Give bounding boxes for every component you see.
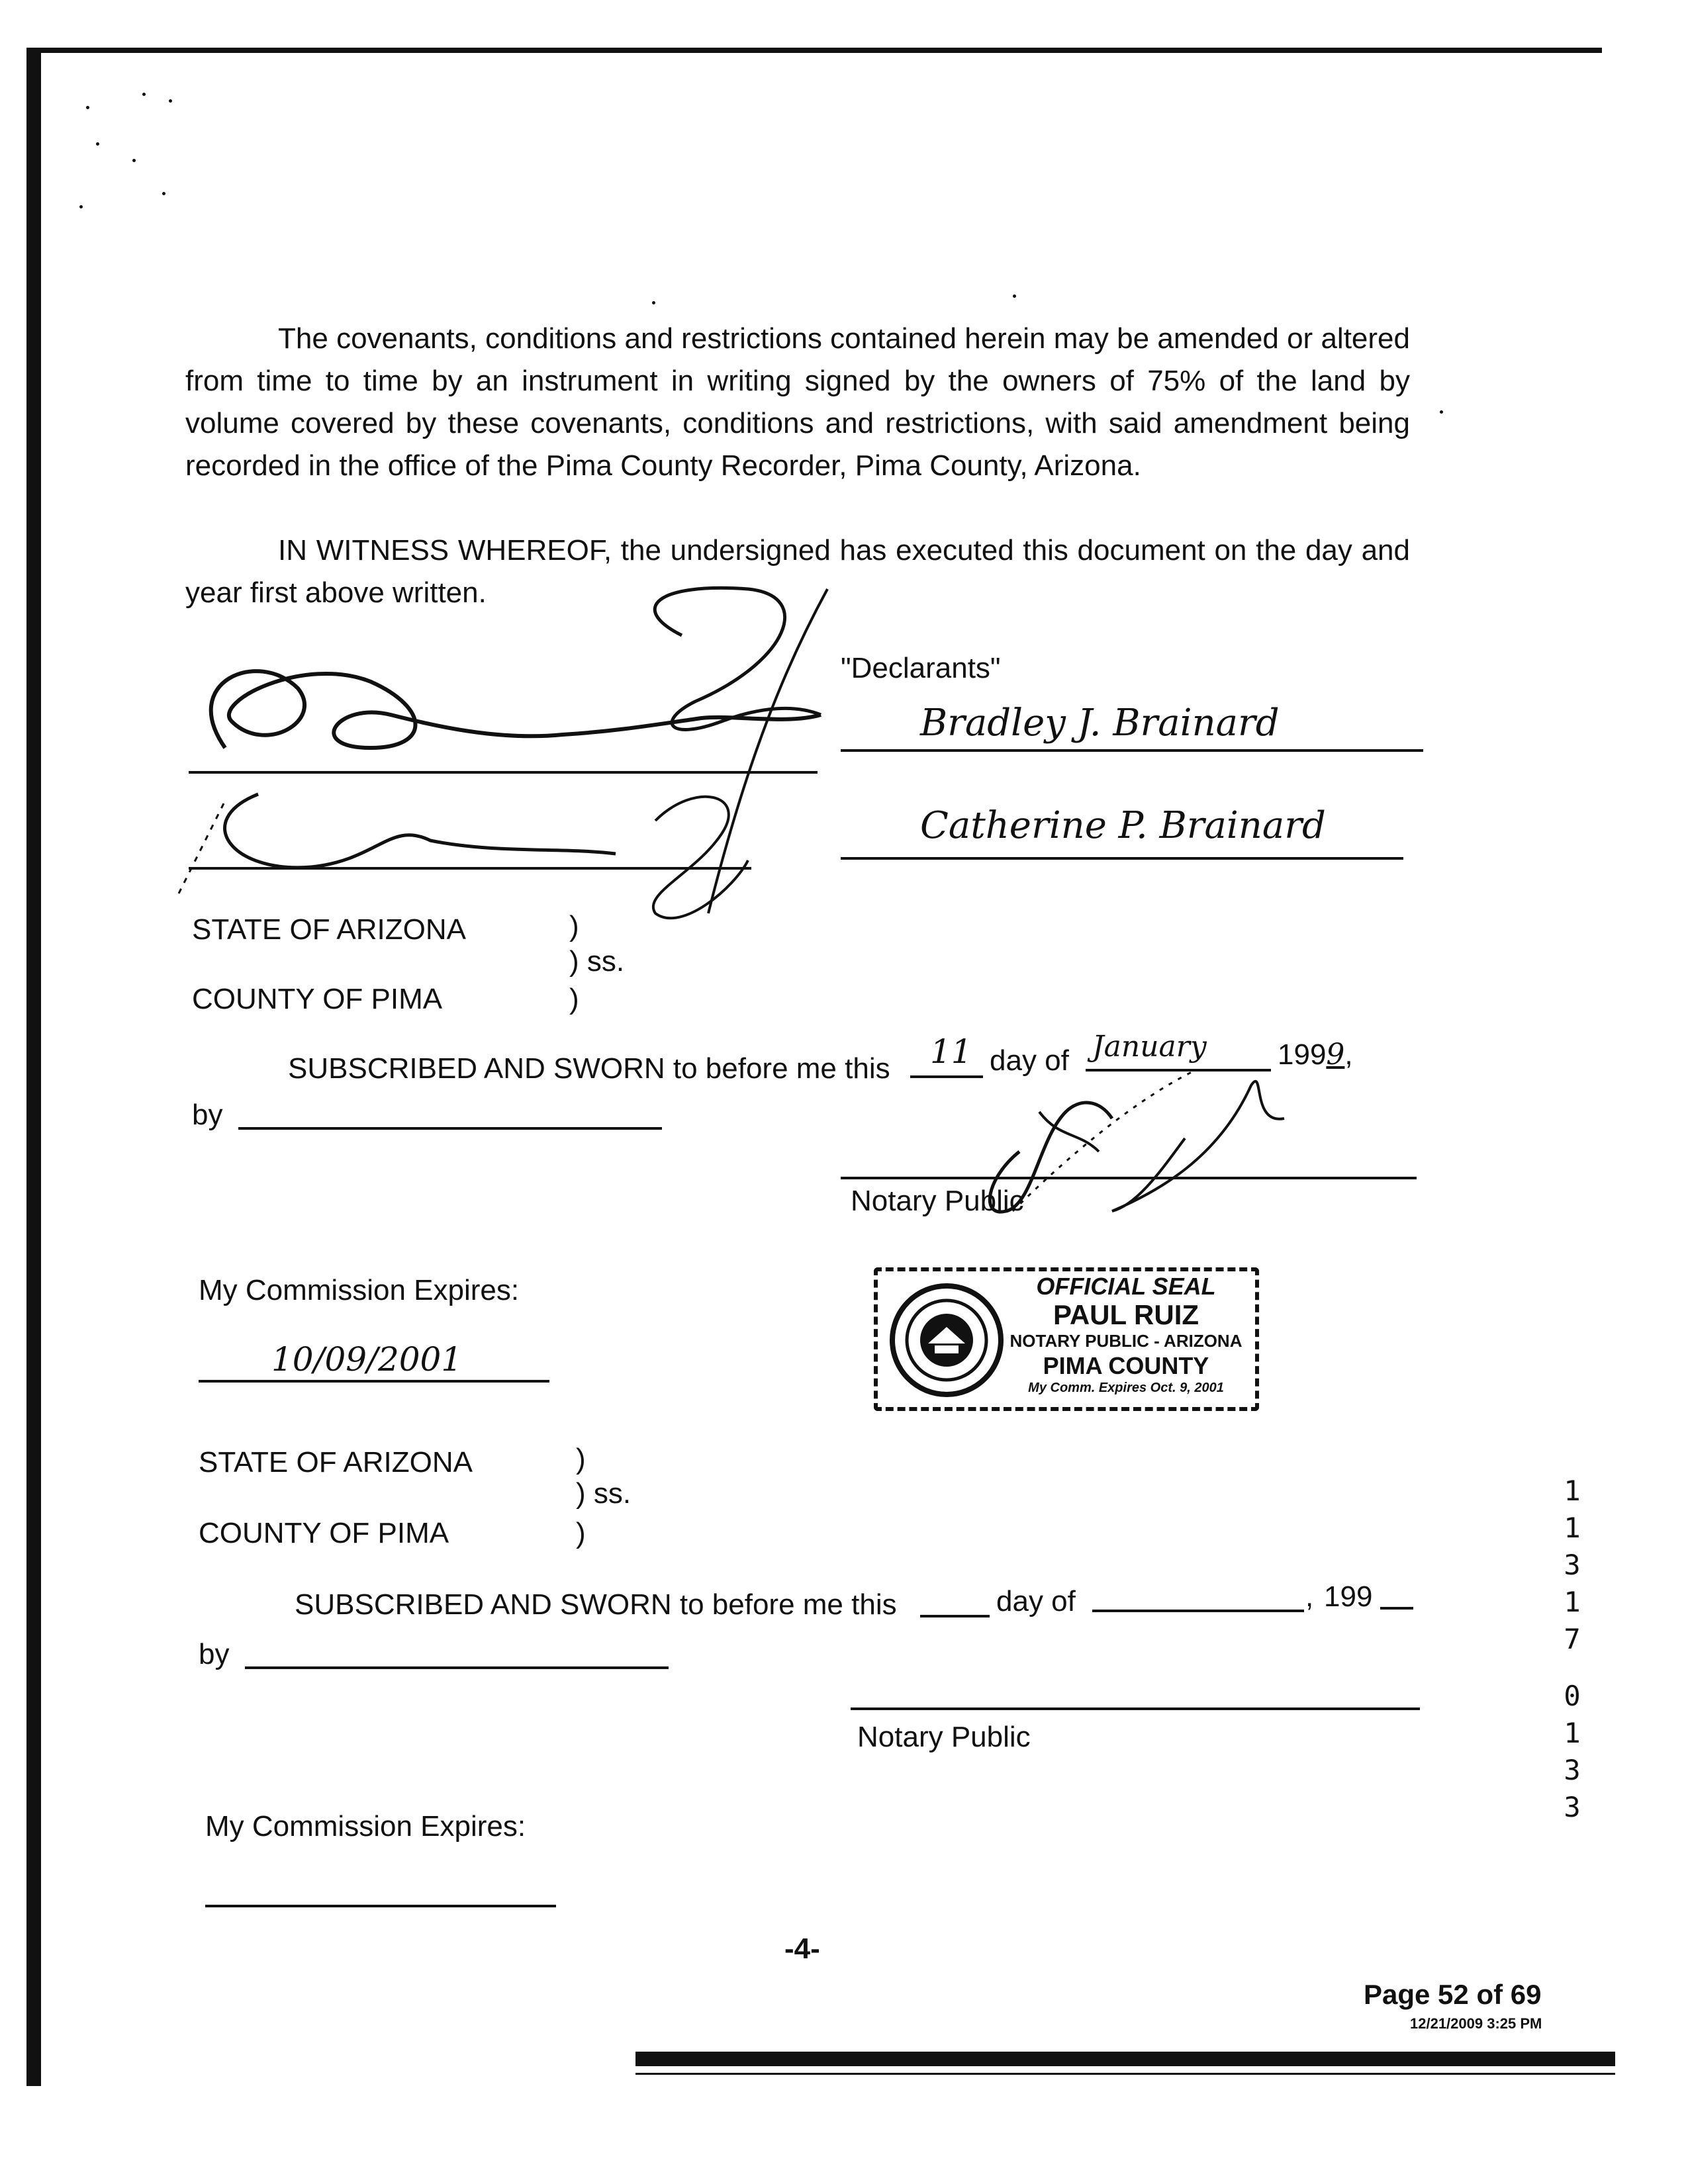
recording-digit: 7	[1564, 1623, 1581, 1655]
page-border-bottom-rule	[635, 2073, 1615, 2075]
page-border-left	[26, 48, 41, 2086]
county-of-pima-1: COUNTY OF PIMA	[192, 983, 443, 1015]
seal-line-name: PAUL RUIZ	[1053, 1299, 1199, 1330]
month-value-1: January	[1092, 1030, 1207, 1064]
commission-expires-value-1: 10/09/2001	[271, 1340, 463, 1379]
scan-speck	[169, 99, 172, 103]
notary-signature-line-1	[841, 1177, 1417, 1179]
scan-speck	[132, 159, 136, 162]
bracket-1b: )	[569, 983, 579, 1015]
month-line-2	[1092, 1610, 1304, 1612]
witness-paragraph: IN WITNESS WHEREOF, the undersigned has executed this document on the day and year first above written.	[185, 534, 1410, 609]
bracket-1a: )	[569, 910, 579, 942]
year-line-2	[1380, 1607, 1413, 1610]
notary-signature-line-2	[851, 1707, 1420, 1710]
declarant-signature-line-2	[841, 857, 1403, 860]
recording-digit: 1	[1564, 1512, 1581, 1544]
seal-line-expires: My Comm. Expires Oct. 9, 2001	[1028, 1381, 1224, 1395]
county-of-pima-2: COUNTY OF PIMA	[199, 1517, 449, 1549]
state-of-arizona-2: STATE OF ARIZONA	[199, 1446, 473, 1479]
declarant-scribble-signatures	[152, 582, 900, 927]
scan-speck	[652, 301, 655, 304]
footer-timestamp: 12/21/2009 3:25 PM	[1410, 2015, 1542, 2032]
declarants-label: "Declarants"	[841, 652, 1001, 684]
year-prefix-1: 1999,	[1278, 1038, 1353, 1071]
day-line-2	[920, 1615, 990, 1617]
commission-expires-line-1	[199, 1380, 549, 1383]
scan-speck	[86, 106, 89, 109]
bracket-2b: )	[576, 1517, 586, 1549]
recording-number-vertical	[1552, 1473, 1592, 1826]
subscribed-sworn-2	[295, 1588, 897, 1621]
subscribed-rest-1: to before me this	[673, 1052, 890, 1085]
commission-expires-label-1: My Commission Expires:	[199, 1274, 520, 1306]
recording-digit: 0	[1564, 1680, 1581, 1712]
page-border-bottom	[635, 2052, 1615, 2066]
year-comma-2: ,	[1305, 1580, 1314, 1613]
subscribed-bold-1: SUBSCRIBED AND SWORN	[288, 1052, 665, 1085]
recording-digit: 3	[1564, 1549, 1581, 1581]
by-label-2: by	[199, 1638, 230, 1670]
ss-2: ) ss.	[576, 1477, 632, 1510]
subscribed-sworn-1	[288, 1052, 890, 1085]
seal-line-official: OFFICIAL SEAL	[1036, 1273, 1216, 1300]
day-value-1: 11	[930, 1032, 972, 1071]
declarant-signature-1: Bradley J. Brainard	[920, 702, 1280, 745]
scan-speck	[162, 192, 165, 195]
scan-speck	[1440, 410, 1443, 414]
state-seal-emblem	[887, 1281, 1006, 1400]
recording-digit: 1	[1564, 1586, 1581, 1618]
scan-speck	[79, 205, 83, 208]
recording-digit: 1	[1564, 1475, 1581, 1507]
day-of-2: day of	[996, 1585, 1076, 1617]
commission-expires-label-2: My Commission Expires:	[205, 1810, 526, 1843]
page-number: -4-	[784, 1933, 820, 1965]
year-prefix-text-1: 199	[1278, 1038, 1327, 1071]
recording-digit: 3	[1564, 1754, 1581, 1786]
year-prefix-2: 199	[1324, 1580, 1373, 1613]
scan-speck	[1013, 295, 1016, 298]
page-border-top	[26, 48, 1602, 53]
seal-line-county: PIMA COUNTY	[1043, 1352, 1209, 1379]
scan-speck	[142, 93, 146, 96]
by-label-1: by	[192, 1099, 223, 1131]
by-line-1	[238, 1127, 662, 1130]
amendment-paragraph: The covenants, conditions and restrictions contained herein may be amended or altered from time to time by an instrument in writing signed by the owners of 75% of the land by volume covered by these covenants, conditions and restrictions, with said amendment being recorded in the office of the Pima County Recorder, Pima County, Arizona.	[185, 322, 1410, 482]
declarant-signature-2: Catherine P. Brainard	[920, 804, 1326, 847]
recording-digit: 3	[1564, 1791, 1581, 1823]
subscribed-bold-2: SUBSCRIBED AND SWORN	[295, 1588, 672, 1621]
signature-line-left-1	[189, 771, 818, 774]
scan-speck	[96, 142, 99, 146]
year-value-1: 9	[1326, 1038, 1345, 1071]
subscribed-rest-2: to before me this	[679, 1588, 897, 1621]
state-of-arizona-1: STATE OF ARIZONA	[192, 913, 466, 946]
bracket-2a: )	[576, 1443, 586, 1475]
ss-1: ) ss.	[569, 945, 625, 978]
official-notary-seal	[874, 1267, 1259, 1411]
seal-line-title: NOTARY PUBLIC - ARIZONA	[1009, 1331, 1243, 1351]
notary-public-label-1: Notary Public	[851, 1185, 1024, 1217]
footer-page-of: Page 52 of 69	[1364, 1979, 1542, 2010]
notary-public-label-2: Notary Public	[857, 1721, 1031, 1753]
by-line-2	[245, 1666, 669, 1669]
recording-digit: 1	[1564, 1717, 1581, 1749]
declarant-signature-line-1	[841, 749, 1423, 752]
day-of-1: day of	[990, 1044, 1069, 1077]
signature-line-left-2	[189, 867, 751, 870]
commission-expires-line-2	[205, 1905, 556, 1907]
